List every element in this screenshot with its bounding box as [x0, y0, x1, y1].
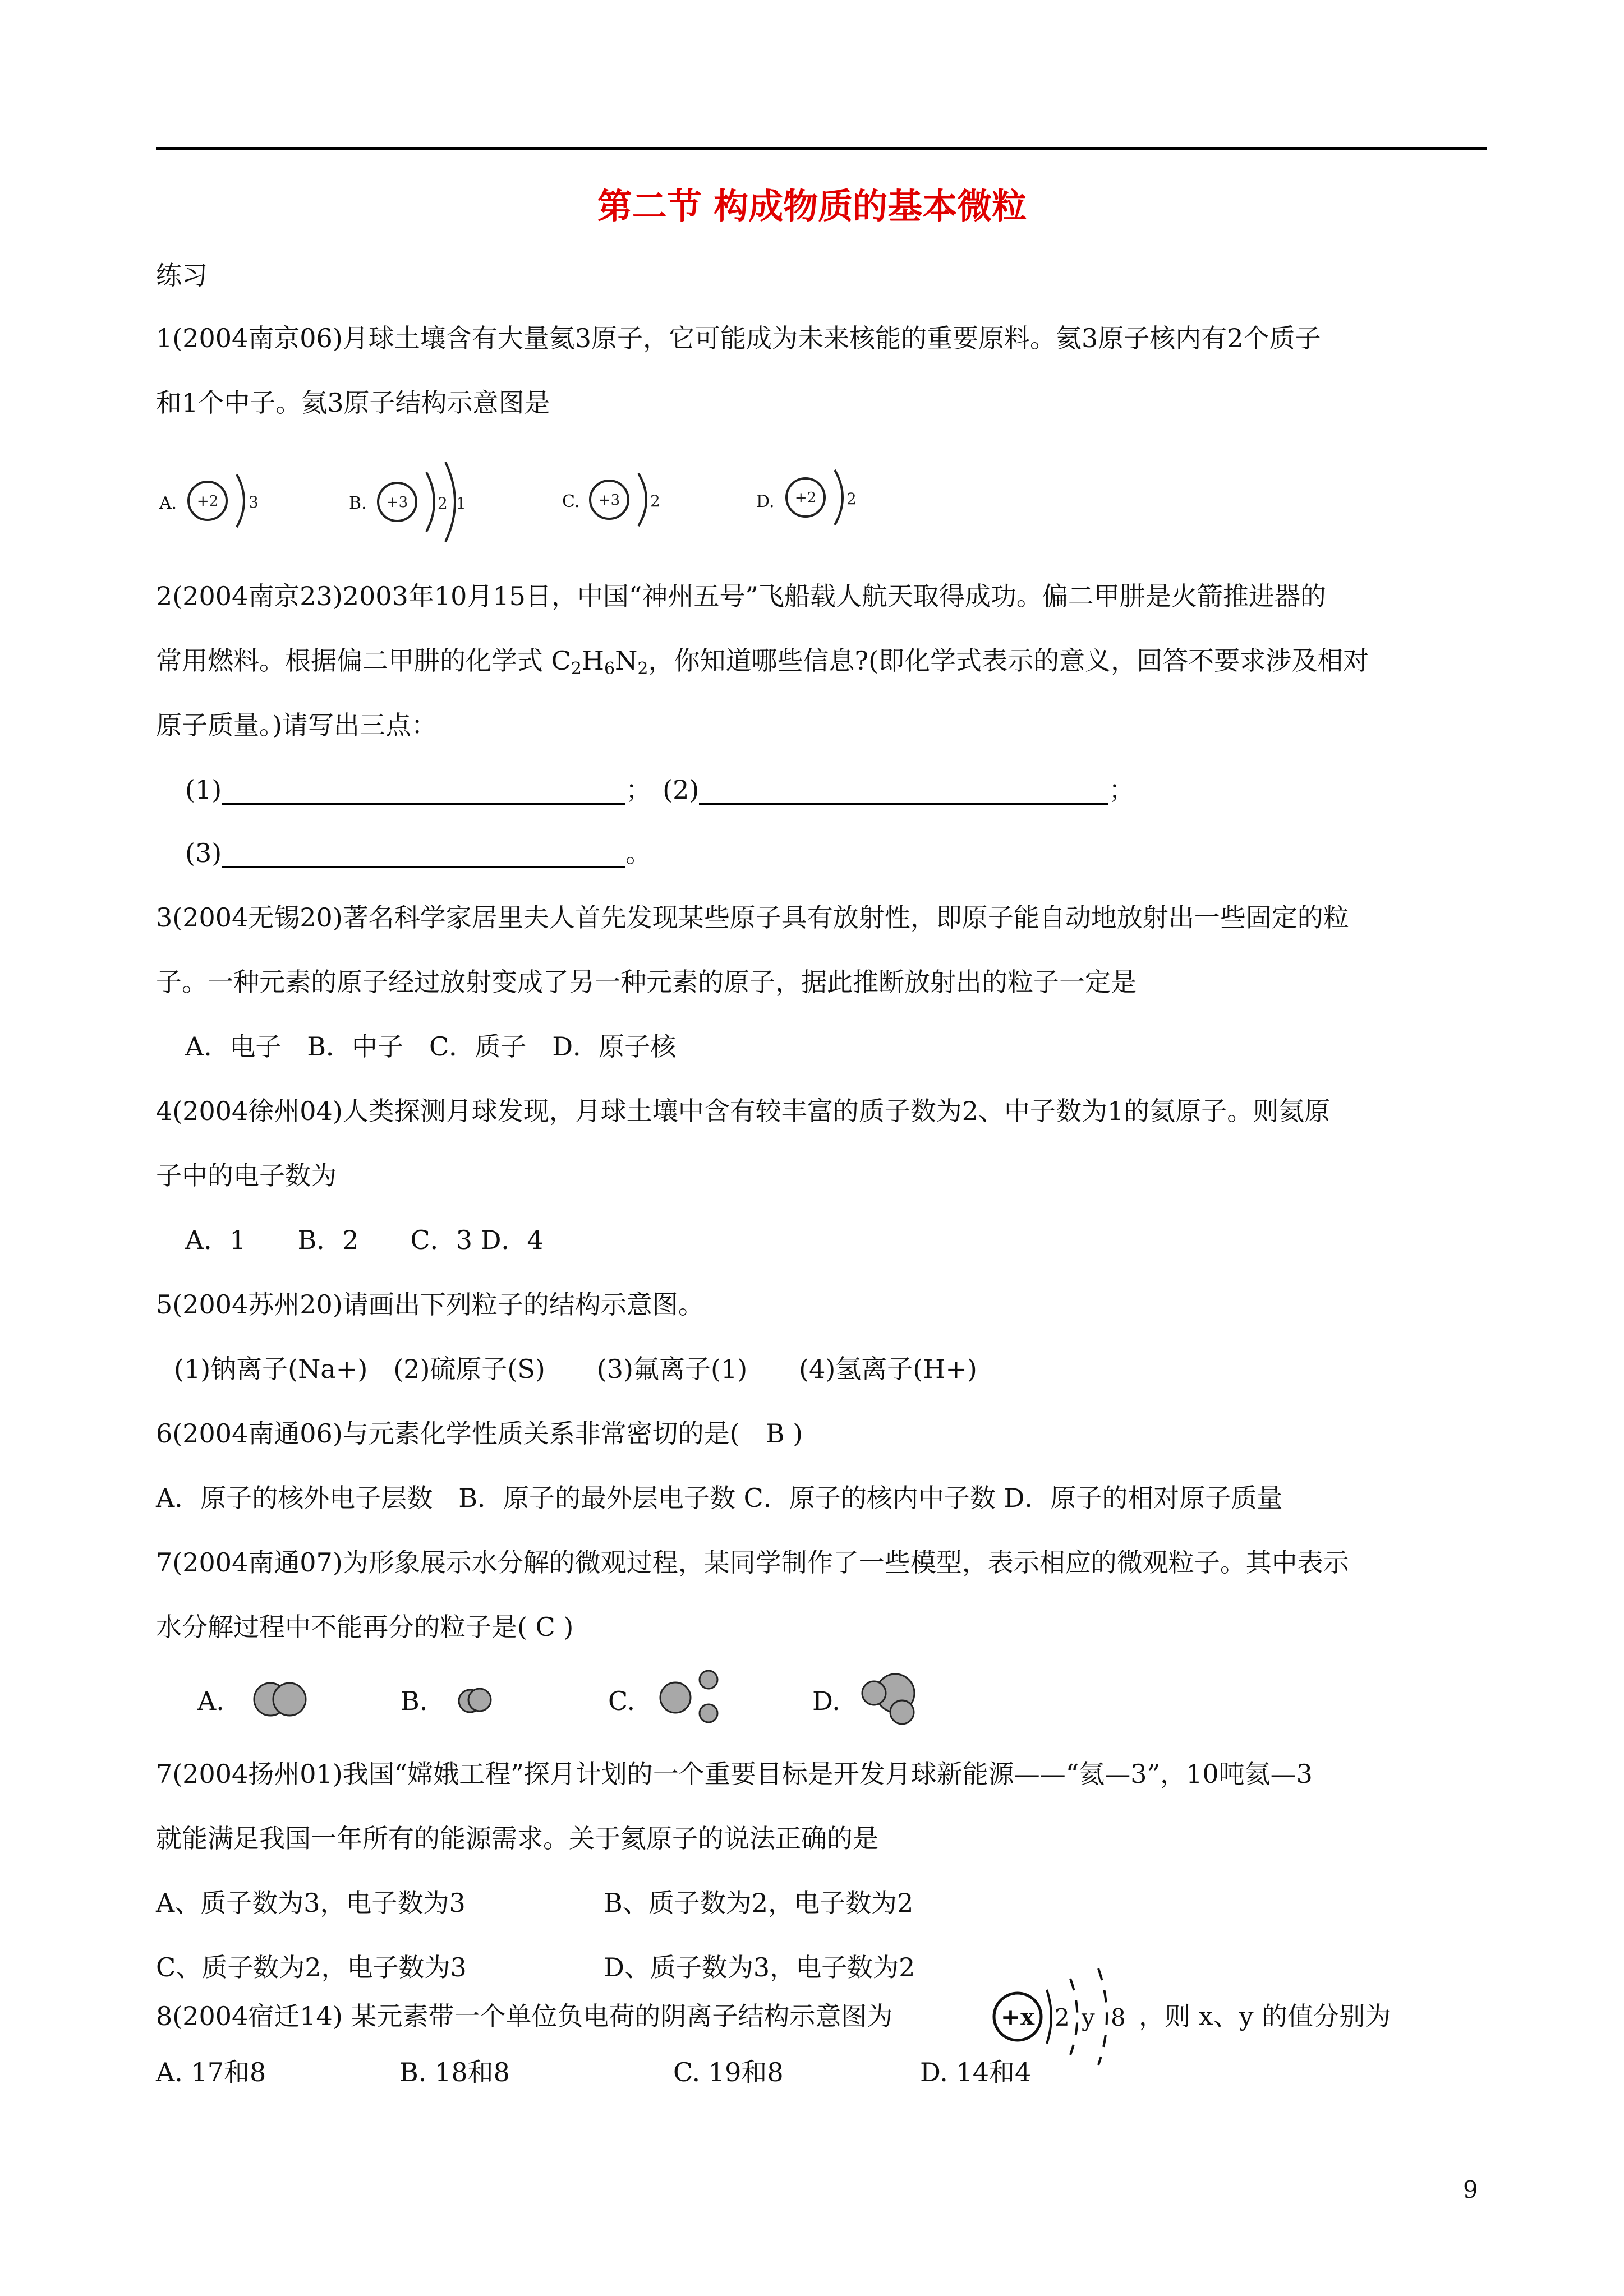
molecule-model-b: [454, 1680, 499, 1719]
option-letter: A.: [159, 494, 177, 513]
q4-line2: 子中的电子数为: [156, 1160, 337, 1191]
header-rule: [156, 147, 1487, 150]
answer-blank-1[interactable]: [222, 777, 625, 805]
answer-blank-row-1: (1) ； (2) ；: [185, 774, 1135, 805]
q8-option-d: D. 14和4: [920, 2057, 1032, 2087]
atom-diagram-a: [185, 470, 286, 532]
q2-line2: 常用燃料。根据偏二甲肼的化学式 $C_2H_6N_2$，你知道哪些信息?(即化学式表示的意义，回答不要求涉及相对: [156, 646, 1369, 679]
nucleus-label: +3: [386, 494, 408, 511]
q7a-line2: 水分解过程中不能再分的粒子是( C ): [156, 1612, 574, 1642]
q7b-option-b: B、质子数为2，电子数为2: [604, 1888, 914, 1918]
molecule-model-d: [858, 1668, 926, 1730]
q3-line1: 3(2004无锡20)著名科学家居里夫人首先发现某些原子具有放射性，即原子能自动地放射出一些固定的粒: [156, 902, 1349, 933]
page-number: 9: [1463, 2176, 1478, 2203]
option-letter: D.: [756, 492, 775, 511]
option-letter: C.: [562, 492, 580, 511]
atom-diagram-d: [783, 467, 884, 528]
option-letter: B.: [349, 494, 367, 513]
q1-line1: 1(2004南京06)月球土壤含有大量氦3原子，它可能成为未来核能的重要原料。氦3原子核内有2个质子: [156, 323, 1321, 353]
q5-line2: (1)钠离子(Na+) (2)硫原子(S) (3)氟离子(1) (4)氢离子(H+): [174, 1354, 977, 1384]
q7b-option-a: A、质子数为3，电子数为3: [156, 1888, 466, 1918]
q4-options: A．1 B．2 C．3 D．4: [185, 1225, 544, 1255]
nucleus-label: +2: [794, 490, 817, 506]
nucleus-label: +x: [1000, 2003, 1035, 2031]
atom-diagram-c: [587, 469, 688, 531]
answer-blank-row-2: (3) 。: [185, 838, 652, 868]
option-letter-a: A.: [197, 1686, 224, 1716]
option-letter-c: C.: [608, 1686, 636, 1716]
section-label: 练习: [156, 260, 208, 291]
q2-line3: 原子质量。)请写出三点：: [156, 710, 437, 740]
molecule-model-a: [250, 1677, 312, 1722]
q7b-option-d: D、质子数为3，电子数为2: [604, 1952, 915, 1983]
answer-blank-2[interactable]: [699, 777, 1108, 805]
q8-option-c: C. 19和8: [673, 2057, 784, 2087]
shell-1-label: 2: [650, 492, 660, 510]
q7a-line1: 7(2004南通07)为形象展示水分解的微观过程，某同学制作了一些模型，表示相应的微观粒子。其中表示: [156, 1547, 1349, 1578]
q6-line2: A．原子的核外电子层数 B．原子的最外层电子数 C．原子的核内中子数 D．原子的相对原子质量: [156, 1483, 1283, 1513]
shell-1-label: 2: [846, 490, 857, 508]
q8-option-b: B. 18和8: [399, 2057, 510, 2087]
ion-structure-diagram: [992, 1963, 1138, 2069]
q8-line1-post: ，则 x、y 的值分别为: [1139, 2001, 1391, 2031]
q2-line1: 2(2004南京23)2003年10月15日，中国“神州五号”飞船载人航天取得成功。偏二甲肼是火箭推进器的: [156, 581, 1326, 611]
shell-2-label: 1: [456, 494, 466, 513]
option-letter-b: B.: [401, 1686, 428, 1716]
shell-1-label: 3: [249, 493, 259, 511]
q3-line2: 子。一种元素的原子经过放射变成了另一种元素的原子，据此推断放射出的粒子一定是: [156, 967, 1137, 997]
answer-blank-3[interactable]: [222, 840, 625, 868]
q8-line1-pre: 8(2004宿迁14) 某元素带一个单位负电荷的阴离子结构示意图为: [156, 2001, 893, 2031]
q7b-line1: 7(2004扬州01)我国“嫦娥工程”探月计划的一个重要目标是开发月球新能源——“氦—3”，10吨氦—3: [156, 1759, 1313, 1789]
q7b-option-c: C、质子数为2，电子数为3: [156, 1952, 467, 1983]
q5-line1: 5(2004苏州20)请画出下列粒子的结构示意图。: [156, 1289, 704, 1320]
shell-1-label: 2: [438, 494, 448, 513]
q1-line2: 和1个中子。氦3原子结构示意图是: [156, 388, 550, 418]
q6-line1: 6(2004南通06)与元素化学性质关系非常密切的是( B ): [156, 1418, 803, 1449]
q3-options: A．电子 B．中子 C．质子 D．原子核: [185, 1031, 677, 1062]
q7b-line2: 就能满足我国一年所有的能源需求。关于氦原子的说法正确的是: [156, 1823, 878, 1854]
atom-diagram-b: [375, 460, 487, 538]
molecule-model-c: [659, 1668, 720, 1730]
shell-2-label: y: [1082, 2004, 1095, 2031]
page-title: 第二节 构成物质的基本微粒: [597, 186, 1027, 227]
nucleus-label: +3: [598, 492, 620, 509]
shell-3-label: 8: [1111, 2004, 1126, 2031]
q8-option-a: A. 17和8: [156, 2057, 266, 2087]
option-letter-d: D.: [812, 1686, 840, 1716]
nucleus-label: +2: [196, 493, 219, 510]
shell-1-label: 2: [1055, 2004, 1070, 2031]
q4-line1: 4(2004徐州04)人类探测月球发现，月球土壤中含有较丰富的质子数为2、中子数为1的氦原子。则氦原: [156, 1096, 1331, 1126]
